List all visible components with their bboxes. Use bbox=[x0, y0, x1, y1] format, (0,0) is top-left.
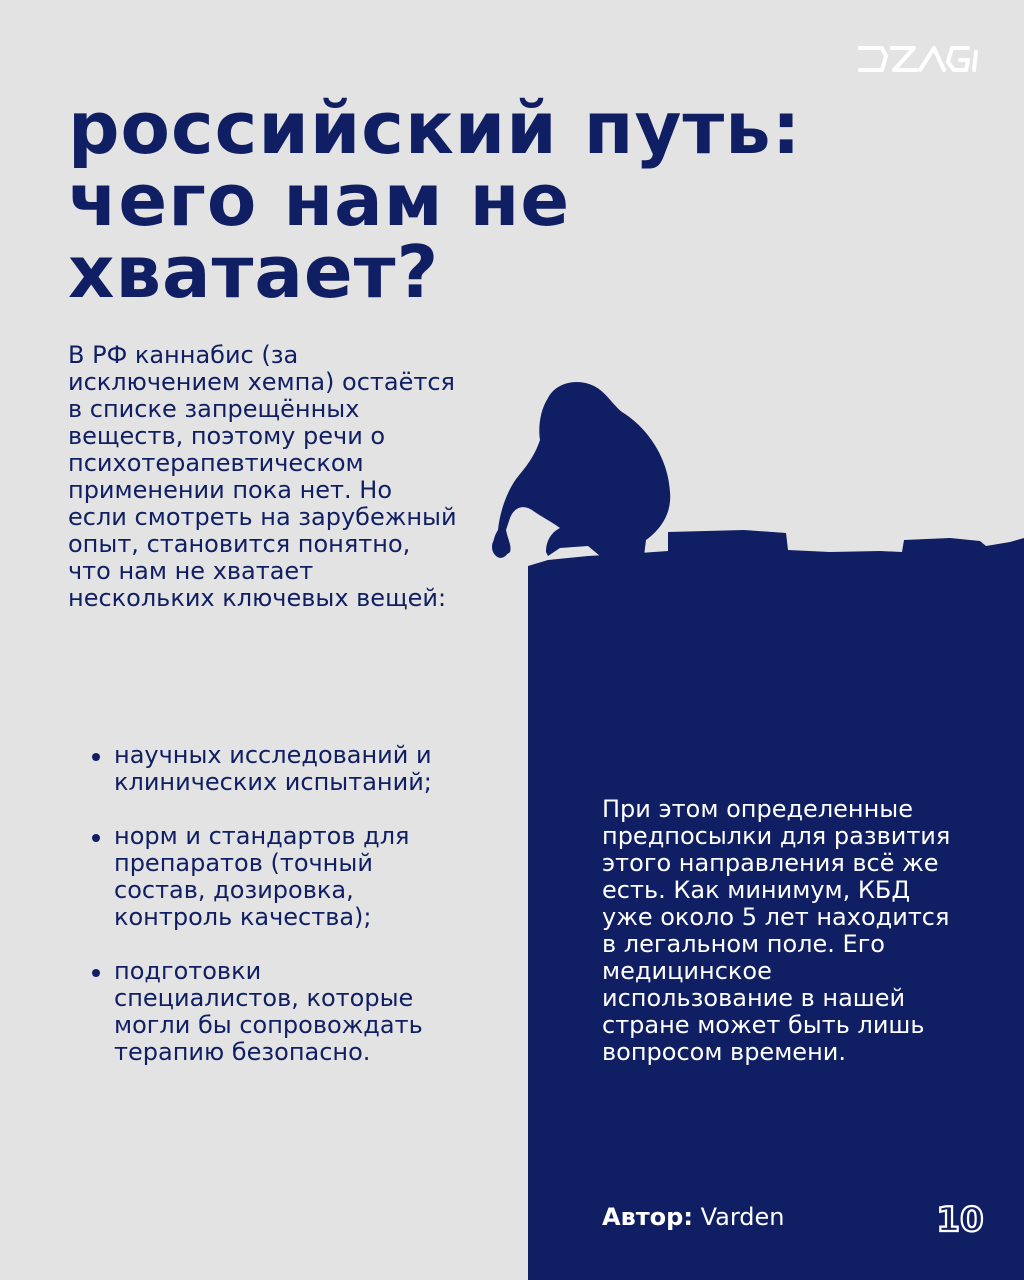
page-number bbox=[936, 1198, 984, 1238]
side-paragraph: При этом определенные предпосылки для развития этого направления всё же есть. Как минимум, КБД уже около 5 лет находится в легальном поле. Его медицинское использование в нашей стране может быть лишь вопросом времени. bbox=[602, 795, 951, 1066]
bullet-text: научных исследований и клинических испытаний; bbox=[114, 741, 432, 796]
page-number-text: 10 bbox=[936, 1200, 984, 1238]
bullet-dot-icon bbox=[92, 969, 100, 977]
bullet-text: подготовки специалистов, которые могли бы сопровождать терапию безопасно. bbox=[114, 957, 423, 1066]
bullet-dot-icon bbox=[92, 834, 100, 842]
author-name: Varden bbox=[700, 1203, 785, 1231]
author-label: Автор: bbox=[602, 1203, 693, 1231]
intro-paragraph: В РФ каннабис (за исключением хемпа) остаётся в списке запрещённых веществ, поэтому речи о психотерапевтическом применении пока нет. Но если смотреть на зарубежный опыт, становится понятно, что нам не хватает нескольких ключевых вещей: bbox=[68, 341, 457, 612]
title-line: чего нам не bbox=[68, 158, 571, 242]
brand-logo bbox=[856, 42, 982, 76]
title-line: хватает? bbox=[68, 230, 440, 314]
title-line: российский путь: bbox=[68, 86, 802, 170]
page-title bbox=[68, 86, 888, 314]
bullet-item bbox=[92, 823, 442, 931]
bullet-dot-icon bbox=[92, 753, 100, 761]
bullet-item bbox=[92, 958, 442, 1066]
bullet-list bbox=[92, 742, 442, 1093]
bullet-item bbox=[92, 742, 442, 796]
bullet-text: норм и стандартов для препаратов (точный состав, дозировка, контроль качества); bbox=[114, 822, 410, 931]
author-credit bbox=[602, 1202, 785, 1232]
